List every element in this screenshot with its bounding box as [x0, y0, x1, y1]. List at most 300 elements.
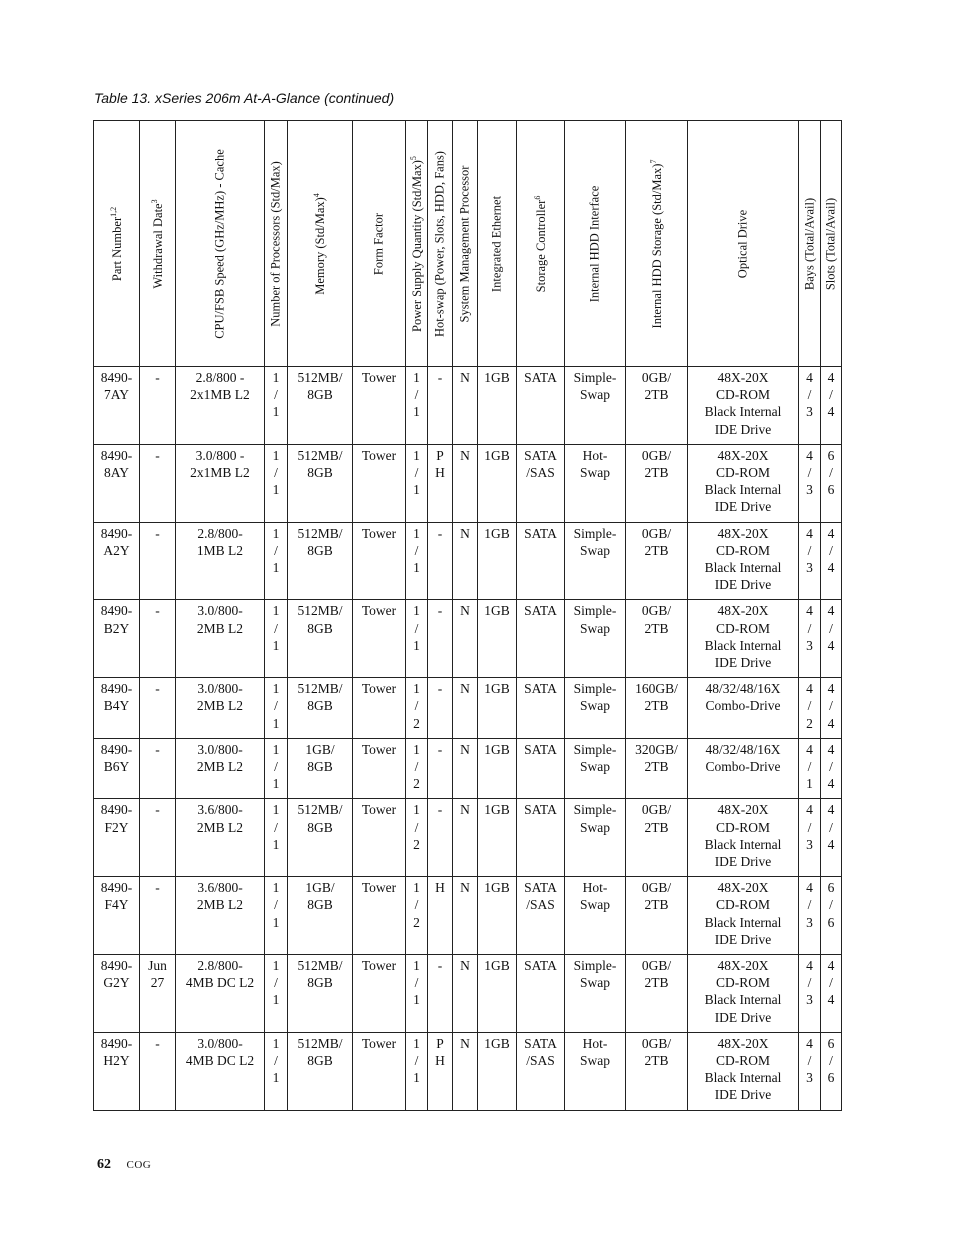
column-header	[688, 121, 799, 367]
cell-line: 3.0/800-	[197, 603, 243, 619]
cell-cpu	[176, 367, 265, 445]
cell-line: 4	[827, 836, 835, 852]
cell-line: 48X-20X	[717, 957, 769, 973]
cell-cpu	[176, 522, 265, 600]
cell-procs	[265, 600, 288, 678]
cell-line: 1	[272, 957, 280, 973]
cell-hdd-storage	[626, 444, 688, 522]
column-header	[265, 121, 288, 367]
cell-line: /	[829, 542, 833, 558]
column-header	[821, 121, 842, 367]
cell-line: 6	[827, 482, 835, 498]
cell-line: 1GB	[484, 370, 510, 385]
cell-line: -	[437, 957, 443, 973]
cell-slots	[821, 367, 842, 445]
cell-line: Black Internal	[704, 1070, 782, 1086]
cell-line: 4	[806, 880, 813, 896]
cell-part	[94, 678, 140, 739]
cell-line: 512MB/	[297, 681, 343, 697]
cell-line: 1GB	[484, 957, 510, 973]
cell-line: 8GB	[307, 465, 333, 480]
cell-memory	[288, 600, 353, 678]
cell-line: SATA	[524, 370, 557, 385]
cell-storage	[517, 877, 565, 955]
cell-line: 4MB DC L2	[185, 975, 255, 991]
cell-storage	[517, 600, 565, 678]
table-row	[94, 954, 842, 1032]
column-header-label: Form Factor	[371, 212, 386, 275]
cell-form	[353, 954, 406, 1032]
cell-line: P	[436, 447, 444, 463]
cell-line: 27	[150, 975, 165, 991]
cell-line: 6	[827, 447, 835, 463]
cell-line: 48/32/48/16X	[705, 741, 781, 757]
cell-line: 8490-	[100, 681, 133, 697]
cell-line: Simple-	[573, 802, 617, 818]
cell-storage	[517, 1032, 565, 1110]
cell-power	[406, 1032, 428, 1110]
cell-line: -	[437, 603, 443, 619]
cell-line: F2Y	[104, 819, 129, 835]
cell-line: 4	[806, 957, 813, 973]
cell-hdd-storage	[626, 877, 688, 955]
cell-line: 512MB/	[297, 1035, 343, 1051]
cell-ethernet	[478, 799, 517, 877]
cell-line: /	[829, 758, 833, 774]
cell-part	[94, 954, 140, 1032]
cell-line: 0GB/	[641, 957, 672, 973]
cell-line: 3	[806, 914, 813, 930]
cell-line: SATA	[524, 802, 557, 818]
cell-line: 6	[827, 914, 835, 930]
cell-smp	[453, 738, 478, 799]
cell-line: Tower	[361, 957, 397, 973]
cell-line: 48/32/48/16X	[705, 681, 781, 697]
cell-line: Tower	[361, 741, 397, 757]
cell-line: 1	[272, 741, 280, 757]
cell-line: 48X-20X	[717, 603, 769, 619]
cell-line: CD-ROM	[715, 465, 770, 480]
cell-line: 1	[413, 560, 420, 575]
cell-ethernet	[478, 522, 517, 600]
cell-line: CD-ROM	[715, 897, 770, 913]
cell-line: CD-ROM	[715, 542, 770, 558]
cell-line: 1GB	[484, 447, 510, 463]
cell-line: 4	[827, 776, 835, 792]
cell-line: 1	[272, 404, 280, 420]
cell-optical	[688, 1032, 799, 1110]
cell-line: 1	[272, 603, 280, 619]
cell-form	[353, 444, 406, 522]
column-header-label: Power Supply Quantity $(Std/Max)^5$	[408, 155, 424, 332]
cell-line: Swap	[580, 1052, 610, 1068]
cell-line: 1GB/	[305, 741, 335, 757]
cell-memory	[288, 799, 353, 877]
cell-power	[406, 738, 428, 799]
cell-slots	[821, 799, 842, 877]
cell-line: 2MB L2	[196, 819, 244, 835]
cell-line: 4	[827, 741, 835, 757]
cell-memory	[288, 367, 353, 445]
cell-line: 8490-	[100, 447, 133, 463]
cell-line: /	[829, 819, 833, 835]
cell-line: 8490-	[100, 370, 133, 385]
cell-line: CD-ROM	[715, 819, 770, 835]
cell-line: /	[829, 1052, 833, 1068]
cell-line: 1	[272, 525, 280, 541]
cell-smp	[453, 954, 478, 1032]
cell-line: Swap	[580, 698, 610, 714]
cell-line: 1GB	[484, 802, 510, 818]
cell-line: /	[807, 1052, 812, 1068]
cell-line: 4	[827, 560, 835, 575]
cell-line: 160GB/	[635, 681, 678, 697]
column-header-label: Internal HDD Interface	[587, 185, 602, 302]
cell-part	[94, 738, 140, 799]
cell-hdd-if	[565, 877, 626, 955]
column-header	[799, 121, 821, 367]
cell-line: -	[437, 802, 443, 818]
cell-storage	[517, 954, 565, 1032]
cell-line: Swap	[580, 975, 610, 991]
cell-line: -	[155, 741, 160, 757]
cell-line: /	[807, 542, 812, 558]
cell-line: Simple-	[573, 957, 617, 973]
cell-smp	[453, 799, 478, 877]
cell-hdd-if	[565, 522, 626, 600]
cell-line: /	[807, 819, 812, 835]
cell-line: Swap	[580, 819, 610, 835]
cell-line: Hot-	[582, 1035, 608, 1051]
cell-hotswap	[428, 600, 453, 678]
cell-line: 6	[827, 1035, 835, 1051]
cell-ethernet	[478, 954, 517, 1032]
cell-line: /	[274, 897, 278, 913]
cell-storage	[517, 678, 565, 739]
cell-line: 1	[272, 992, 280, 1008]
cell-line: 1GB	[484, 681, 510, 697]
column-header	[353, 121, 406, 367]
column-header-label: Part Number$^{1,2}$	[108, 206, 124, 281]
cell-line: Simple-	[573, 370, 617, 385]
cell-line: P	[436, 1035, 444, 1051]
cell-hdd-storage	[626, 954, 688, 1032]
cell-line: N	[460, 370, 470, 385]
cell-line: 8GB	[307, 758, 333, 774]
cell-line: 1	[272, 370, 280, 385]
cell-line: 2	[413, 776, 420, 792]
cell-line: 4	[806, 525, 813, 541]
cell-line: B6Y	[103, 758, 130, 774]
cell-hotswap	[428, 444, 453, 522]
cell-ethernet	[478, 738, 517, 799]
cell-line: 8GB	[307, 698, 333, 714]
cell-line: Black Internal	[704, 836, 782, 852]
cell-line: IDE Drive	[714, 1087, 772, 1103]
cell-line: 48X-20X	[717, 1035, 769, 1051]
cell-part	[94, 444, 140, 522]
cell-line: /	[414, 542, 419, 558]
cell-withdrawal	[140, 799, 176, 877]
cell-optical	[688, 738, 799, 799]
cell-form	[353, 799, 406, 877]
table-caption: Table 13. xSeries 206m At-A-Glance (continued)	[94, 90, 395, 106]
cell-line: 2TB	[644, 542, 669, 558]
cell-line: /	[829, 387, 833, 403]
cell-line: Tower	[361, 802, 397, 818]
cell-line: /	[274, 975, 278, 991]
cell-line: 1	[413, 802, 420, 818]
cell-line: -	[155, 1035, 160, 1051]
cell-line: Black Internal	[704, 482, 782, 498]
cell-line: 1	[413, 482, 420, 498]
cell-line: /	[414, 620, 419, 636]
cell-ethernet	[478, 444, 517, 522]
cell-line: Swap	[580, 542, 610, 558]
cell-line: /	[829, 465, 833, 480]
cell-line: Hot-	[582, 880, 608, 896]
cell-line: 48X-20X	[717, 370, 769, 385]
cell-line: /	[829, 897, 833, 913]
cell-procs	[265, 738, 288, 799]
cell-line: Swap	[580, 758, 610, 774]
cell-bays	[799, 1032, 821, 1110]
cell-line: 4	[827, 715, 835, 731]
column-header	[478, 121, 517, 367]
cell-line: 512MB/	[297, 957, 343, 973]
cell-line: Combo-Drive	[705, 758, 781, 774]
cell-power	[406, 444, 428, 522]
table-row	[94, 877, 842, 955]
cell-line: 6	[827, 1070, 835, 1086]
cell-line: N	[460, 525, 470, 541]
cell-ethernet	[478, 600, 517, 678]
cell-line: 3	[806, 637, 813, 653]
cell-line: N	[460, 741, 470, 757]
cell-line: Hot-	[582, 447, 608, 463]
cell-line: 0GB/	[641, 880, 672, 896]
cell-line: 1	[272, 715, 280, 731]
cell-line: Simple-	[573, 525, 617, 541]
cell-line: IDE Drive	[714, 1009, 772, 1025]
cell-line: 1	[272, 681, 280, 697]
cell-optical	[688, 600, 799, 678]
cell-line: SATA	[524, 525, 557, 541]
cell-line: 0GB/	[641, 525, 672, 541]
cell-line: IDE Drive	[714, 655, 772, 670]
cell-slots	[821, 877, 842, 955]
cell-line: Tower	[361, 880, 397, 896]
column-header-label: Optical Drive	[735, 209, 750, 278]
cell-line: N	[460, 802, 470, 818]
cell-slots	[821, 444, 842, 522]
cell-storage	[517, 444, 565, 522]
cell-line: 2TB	[644, 897, 669, 913]
cell-bays	[799, 522, 821, 600]
cell-line: 4	[827, 681, 835, 697]
cell-line: SATA	[524, 603, 557, 619]
cell-line: Tower	[361, 447, 397, 463]
cell-line: 512MB/	[297, 525, 343, 541]
cell-line: 4	[806, 1035, 813, 1051]
cell-line: H	[435, 880, 445, 896]
table-row	[94, 600, 842, 678]
cell-memory	[288, 522, 353, 600]
cell-form	[353, 738, 406, 799]
cell-line: IDE Drive	[714, 931, 772, 947]
cell-line: /	[414, 698, 419, 714]
column-header-label: Integrated Ethernet	[489, 195, 504, 292]
cell-line: /	[807, 897, 812, 913]
cell-withdrawal	[140, 954, 176, 1032]
cell-line: 8490-	[100, 603, 133, 619]
cell-line: N	[460, 880, 470, 896]
column-header-label: Internal HDD Storage $(Std/Max)^7$	[648, 159, 664, 328]
cell-line: Tower	[361, 525, 397, 541]
cell-line: H	[435, 1052, 445, 1068]
cell-line: Black Internal	[704, 560, 782, 575]
column-header-label: Storage Controller$^6$	[532, 195, 548, 292]
cell-memory	[288, 678, 353, 739]
cell-line: F4Y	[104, 897, 129, 913]
table-row	[94, 522, 842, 600]
cell-line: /	[414, 758, 419, 774]
cell-hdd-if	[565, 799, 626, 877]
cell-hotswap	[428, 954, 453, 1032]
cell-ethernet	[478, 1032, 517, 1110]
cell-line: 1GB	[484, 525, 510, 541]
cell-line: 8GB	[307, 620, 333, 636]
column-header	[517, 121, 565, 367]
cell-withdrawal	[140, 522, 176, 600]
cell-line: 3	[806, 404, 813, 420]
cell-line: /	[274, 387, 278, 403]
cell-line: 1	[413, 957, 420, 973]
column-header	[406, 121, 428, 367]
cell-line: 3.0/800-	[197, 1035, 243, 1051]
cell-line: /	[829, 698, 833, 714]
cell-hdd-if	[565, 600, 626, 678]
cell-line: /	[414, 819, 419, 835]
cell-line: Black Internal	[704, 404, 782, 420]
cell-procs	[265, 954, 288, 1032]
cell-line: 1	[413, 681, 420, 697]
cell-line: /	[829, 620, 833, 636]
cell-smp	[453, 522, 478, 600]
column-header	[428, 121, 453, 367]
at-a-glance-table	[93, 120, 842, 1111]
cell-line: SATA	[524, 681, 557, 697]
cell-line: 1GB	[484, 1035, 510, 1051]
cell-slots	[821, 954, 842, 1032]
table-row	[94, 738, 842, 799]
cell-line: 2MB L2	[196, 758, 244, 774]
cell-line: 0GB/	[641, 603, 672, 619]
cell-line: 2MB L2	[196, 620, 244, 636]
column-header	[288, 121, 353, 367]
cell-hdd-if	[565, 954, 626, 1032]
cell-slots	[821, 1032, 842, 1110]
cell-line: H2Y	[103, 1052, 130, 1068]
cell-line: 8GB	[307, 819, 333, 835]
cell-line: /	[807, 698, 812, 714]
cell-line: 2TB	[644, 620, 669, 636]
header-row	[94, 121, 842, 367]
cell-memory	[288, 1032, 353, 1110]
cell-optical	[688, 954, 799, 1032]
column-header-label: Slots (Total/Avail)	[823, 197, 838, 290]
cell-cpu	[176, 1032, 265, 1110]
cell-memory	[288, 738, 353, 799]
cell-line: 4	[827, 637, 835, 653]
cell-power	[406, 678, 428, 739]
cell-line: /	[807, 387, 812, 403]
cell-line: -	[437, 741, 443, 757]
cell-line: Black Internal	[704, 914, 782, 930]
cell-line: Simple-	[573, 681, 617, 697]
cell-line: Simple-	[573, 741, 617, 757]
cell-line: /	[807, 758, 812, 774]
cell-line: -	[155, 681, 160, 697]
cell-line: 3	[806, 482, 813, 498]
cell-optical	[688, 522, 799, 600]
cell-line: 2TB	[644, 975, 669, 991]
cell-line: 3.6/800-	[197, 880, 243, 896]
cell-line: 48X-20X	[717, 447, 769, 463]
cell-withdrawal	[140, 877, 176, 955]
cell-bays	[799, 444, 821, 522]
cell-hdd-storage	[626, 1032, 688, 1110]
cell-withdrawal	[140, 444, 176, 522]
cell-line: -	[155, 603, 160, 619]
cell-line: 2TB	[644, 465, 669, 480]
column-header	[453, 121, 478, 367]
column-header	[176, 121, 265, 367]
cell-hdd-storage	[626, 678, 688, 739]
cell-line: 4MB DC L2	[185, 1052, 255, 1068]
cell-line: 320GB/	[635, 741, 678, 757]
cell-line: 1	[272, 637, 280, 653]
cell-bays	[799, 799, 821, 877]
cell-line: /	[414, 387, 419, 403]
cell-line: 1	[413, 404, 420, 420]
cell-ethernet	[478, 678, 517, 739]
cell-line: 1	[413, 447, 420, 463]
table-row	[94, 799, 842, 877]
cell-cpu	[176, 600, 265, 678]
column-header-label: CPU/FSB Speed (GHz/MHz) - Cache	[212, 148, 227, 339]
cell-power	[406, 954, 428, 1032]
cell-line: SATA	[524, 880, 557, 896]
cell-line: B2Y	[103, 620, 130, 636]
cell-withdrawal	[140, 600, 176, 678]
cell-optical	[688, 877, 799, 955]
column-header	[626, 121, 688, 367]
cell-line: /	[274, 465, 278, 480]
cell-hdd-storage	[626, 367, 688, 445]
cell-line: 8490-	[100, 957, 133, 973]
cell-line: 2	[413, 914, 420, 930]
cell-line: /SAS	[526, 465, 555, 480]
cell-line: SATA	[524, 741, 557, 757]
cell-line: B4Y	[103, 698, 130, 714]
cell-withdrawal	[140, 367, 176, 445]
cell-procs	[265, 799, 288, 877]
cell-bays	[799, 954, 821, 1032]
cell-line: 1	[272, 836, 280, 852]
cell-procs	[265, 1032, 288, 1110]
cell-power	[406, 600, 428, 678]
